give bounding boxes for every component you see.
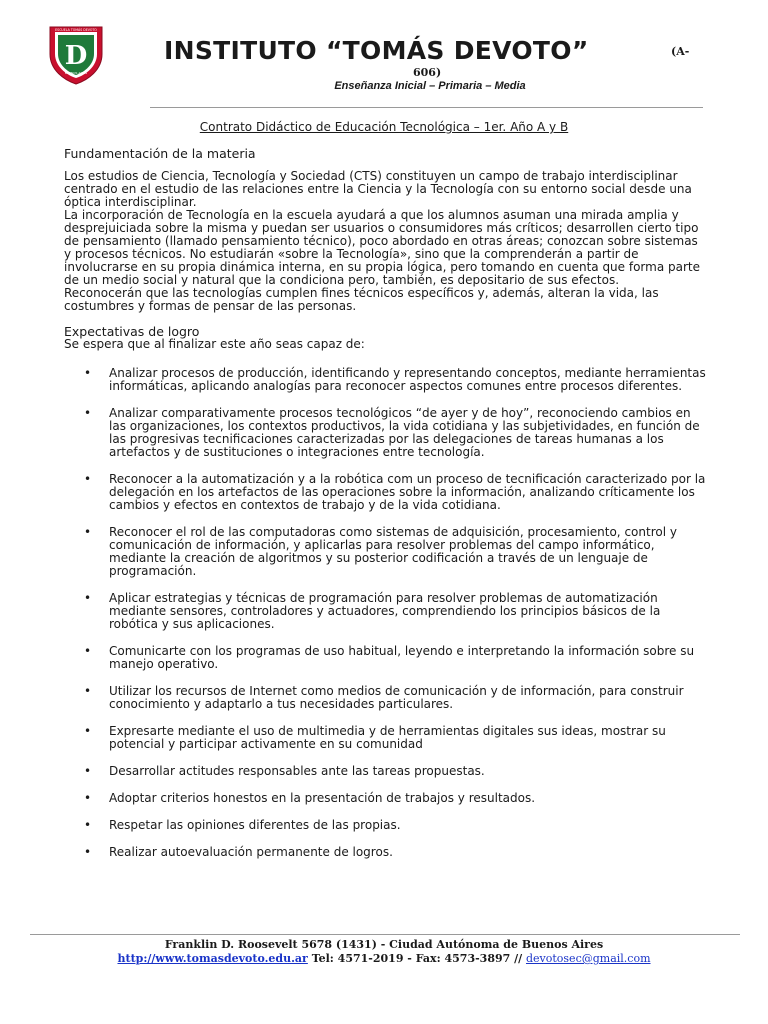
bullet-icon: •: [84, 724, 92, 738]
list-item: [64, 819, 706, 832]
footer-phones: Tel: 4571-2019 - Fax: 4573-3897 //: [307, 952, 526, 965]
logo-text-bottom: BUENOS AIRES: [64, 71, 88, 75]
list-item: [64, 685, 706, 711]
list-item: [64, 592, 706, 631]
school-shield-logo: [48, 24, 104, 86]
bullet-icon: •: [84, 525, 92, 539]
bullet-icon: •: [84, 764, 92, 778]
title-line: [150, 36, 710, 79]
document-body: [64, 147, 706, 873]
footer-contact: [0, 952, 768, 965]
bullet-icon: •: [84, 406, 92, 420]
fundamentacion-paragraph: Los estudios de Ciencia, Tecnología y Sociedad (CTS) constituyen un campo de trabajo interdisciplinar centrado en el estudio de las relaciones entre la Ciencia y la Tecnología con su entorno social desde una óptica interdisciplinar.: [64, 169, 692, 209]
fundamentacion-paragraph: Reconocerán que las tecnologías cumplen fines técnicos específicos y, además, alteran la vida, las costumbres y formas de pensar de las personas.: [64, 286, 659, 313]
goal-text: Reconocer el rol de las computadoras como sistemas de adquisición, procesamiento, control y comunicación de información, y aplicarlas para resolver problemas del campo informático, mediante la creación de algoritmos y su posterior codificación a través de un lenguaje de programación.: [109, 525, 677, 578]
list-item: [64, 792, 706, 805]
goal-text: Utilizar los recursos de Internet como medios de comunicación y de información, para construir conocimiento y adaptarlo a tus necesidades particulares.: [109, 684, 684, 711]
goal-text: Reconocer a la automatización y a la robótica com un proceso de tecnificación caracterizado por la delegación en los artefactos de las operaciones sobre la información, analizando críticamente los cambios y efectos en contextos de trabajo y de la vida cotidiana.: [109, 472, 706, 512]
header-divider: [150, 107, 703, 108]
goal-text: Adoptar criterios honestos en la presentación de trabajos y resultados.: [109, 791, 536, 805]
institute-title: INSTITUTO “TOMÁS DEVOTO”: [164, 36, 589, 65]
goals-list: [64, 367, 706, 859]
logo-text-top: ESCUELA TOMÁS DEVOTO: [55, 28, 97, 32]
bullet-icon: •: [84, 591, 92, 605]
bullet-icon: •: [84, 684, 92, 698]
goal-text: Comunicarte con los programas de uso habitual, leyendo e interpretando la información sobre su manejo operativo.: [109, 644, 695, 671]
goal-text: Analizar comparativamente procesos tecnológicos “de ayer y de hoy”, reconociendo cambios en las organizaciones, los contextos productivos, la vida cotidiana y las subjetividades, en función de las progresivas tecnificaciones caracterizadas por las delegaciones de tareas humanas a los artefactos y de sustituciones o integraciones entre tecnología.: [109, 406, 700, 459]
list-item: [64, 367, 706, 393]
goal-text: Aplicar estrategias y técnicas de programación para resolver problemas de automatización mediante sensores, controladores y actuadores, comprendiendo los principios básicos de la robótica y sus aplicaciones.: [109, 591, 661, 631]
list-item: [64, 645, 706, 671]
list-item: [64, 725, 706, 751]
fundamentacion-paragraph: La incorporación de Tecnología en la escuela ayudará a que los alumnos asuman una mirada amplia y desprejuiciada sobre la misma y puedan ser usuarios o consumidores más críticos; desarrollen cierto tipo de pensamiento (llamado pensamiento técnico), poco abordado en otras áreas; conozcan sobre sistemas y procesos técnicos. No estudiarán «sobre la Tecnología», sino que la comprenderán a partir de involucrarse en su propia dinámica interna, en su propia lógica, pero tomando en cuenta que forma parte de un medio social y natural que la condiciona pero, también, es depositario de sus efectos.: [64, 208, 700, 287]
bullet-icon: •: [84, 845, 92, 859]
logo-letter: D: [64, 41, 88, 71]
institute-code-part2: 606): [413, 66, 442, 79]
list-item: [64, 846, 706, 859]
contract-title: Contrato Didáctico de Educación Tecnológica – 1er. Año A y B: [199, 120, 569, 134]
bullet-icon: •: [84, 818, 92, 832]
education-levels: Enseñanza Inicial – Primaria – Media: [334, 80, 526, 92]
footer-address: Franklin D. Roosevelt 5678 (1431) - Ciudad Autónoma de Buenos Aires: [164, 938, 604, 951]
header: [150, 36, 710, 92]
list-item: [64, 765, 706, 778]
email-link[interactable]: devotosec@gmail.com: [525, 952, 651, 965]
bullet-icon: •: [84, 472, 92, 486]
goal-text: Realizar autoevaluación permanente de logros.: [109, 845, 393, 859]
expectativas-intro: Se espera que al finalizar este año seas capaz de:: [64, 337, 365, 351]
institute-code-part1: (A-: [671, 45, 690, 58]
bullet-icon: •: [84, 366, 92, 380]
list-item: [64, 473, 706, 512]
footer-divider: [30, 934, 740, 935]
website-link[interactable]: http://www.tomasdevoto.edu.ar: [117, 952, 308, 965]
fundamentacion-heading: Fundamentación de la materia: [64, 146, 256, 161]
list-item: [64, 526, 706, 578]
bullet-icon: •: [84, 791, 92, 805]
goal-text: Respetar las opiniones diferentes de las propias.: [109, 818, 401, 832]
goal-text: Expresarte mediante el uso de multimedia y de herramientas digitales sus ideas, mostrar su potencial y participar activamente en su comunidad: [109, 724, 666, 751]
bullet-icon: •: [84, 644, 92, 658]
list-item: [64, 407, 706, 459]
expectativas-heading: Expectativas de logro: [64, 324, 200, 339]
goal-text: Desarrollar actitudes responsables ante las tareas propuestas.: [109, 764, 485, 778]
goal-text: Analizar procesos de producción, identificando y representando conceptos, mediante herramientas informáticas, aplicando analogías para reconocer aspectos comunes entre procesos diferentes.: [109, 366, 706, 393]
